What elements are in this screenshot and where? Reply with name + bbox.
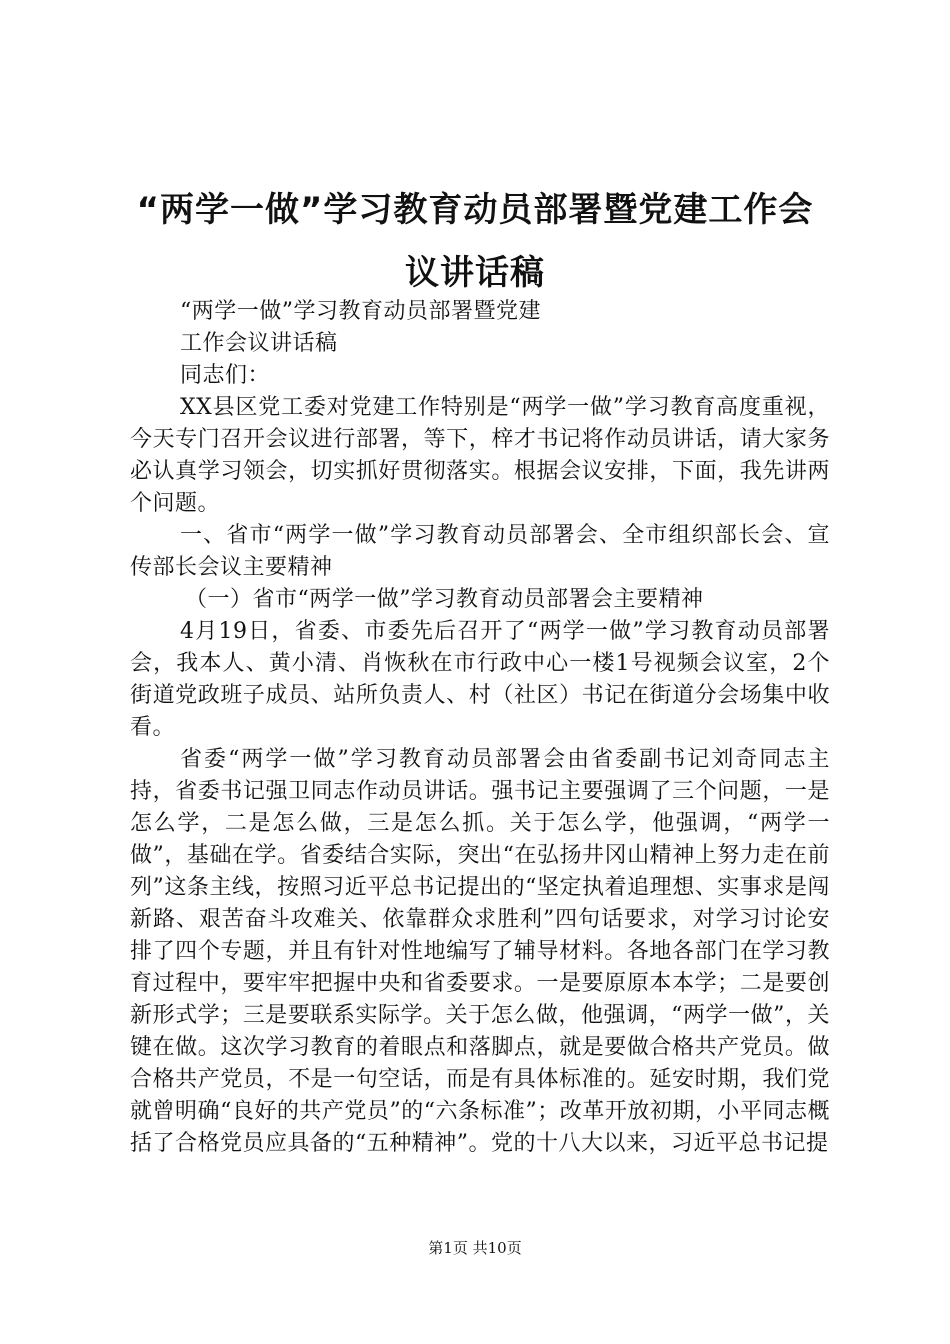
body-subtitle-line-2: 工作会议讲话稿 <box>180 331 338 356</box>
body-paragraph: 4月19日，省委、市委先后召开了“两学一做”学习教育动员部署会，我本人、黄小清、肖恢秋在市行政中心一楼1号视频会议室，2个街道党政班子成员、站所负责人、村（社区）书记在街道分会场集中收看。 <box>130 619 830 740</box>
section-heading: 一、省市“两学一做”学习教育动员部署会、全市组织部长会、宣传部长会议主要精神 <box>130 523 830 580</box>
salutation: 同志们： <box>180 363 271 388</box>
document-title-line-1: “两学一做”学习教育动员部署暨党建工作会 <box>136 190 814 230</box>
document-title-line-2: 议讲话稿 <box>405 253 545 293</box>
body-paragraph: 省委“两学一做”学习教育动员部署会由省委副书记刘奇同志主持，省委书记强卫同志作动员讲话。强书记主要强调了三个问题，一是怎么学，二是怎么做，三是怎么抓。关于怎么学，他强调，“两学一做”，基础在学。省委结合实际，突出“在弘扬井冈山精神上努力走在前列”这条主线，按照习近平总书记提出的“坚定执着追理想、实事求是闯新路、艰苦奋斗攻难关、依靠群众求胜利”四句话要求，对学习讨论安排了四个专题，并且有针对性地编写了辅导材料。各地各部门在学习教育过程中，要牢牢把握中央和省委要求。一是要原原本本学；二是要创新形式学；三是要联系实际学。关于怎么做，他强调，“两学一做”，关键在做。这次学习教育的着眼点和落脚点，就是要做合格共产党员。做合格共产党员，不是一句空话，而是有具体标准的。延安时期，我们党就曾明确“良好的共产党员”的“六条标准”；改革开放初期，小平同志概括了合格党员应具备的“五种精神”。党的十八大以来，习近平总书记提 <box>130 747 830 1156</box>
body-paragraph: XX县区党工委对党建工作特别是“两学一做”学习教育高度重视，今天专门召开会议进行部署，等下，梓才书记将作动员讲话，请大家务必认真学习领会，切实抓好贯彻落实。根据会议安排，下面，我先讲两个问题。 <box>130 395 830 516</box>
subsection-heading: （一）省市“两学一做”学习教育动员部署会主要精神 <box>185 587 704 612</box>
document-body <box>130 296 830 1160</box>
page-number-footer: 第1页 共10页 <box>428 1239 522 1257</box>
body-subtitle-line-1: “两学一做”学习教育动员部署暨党建 <box>180 299 541 324</box>
